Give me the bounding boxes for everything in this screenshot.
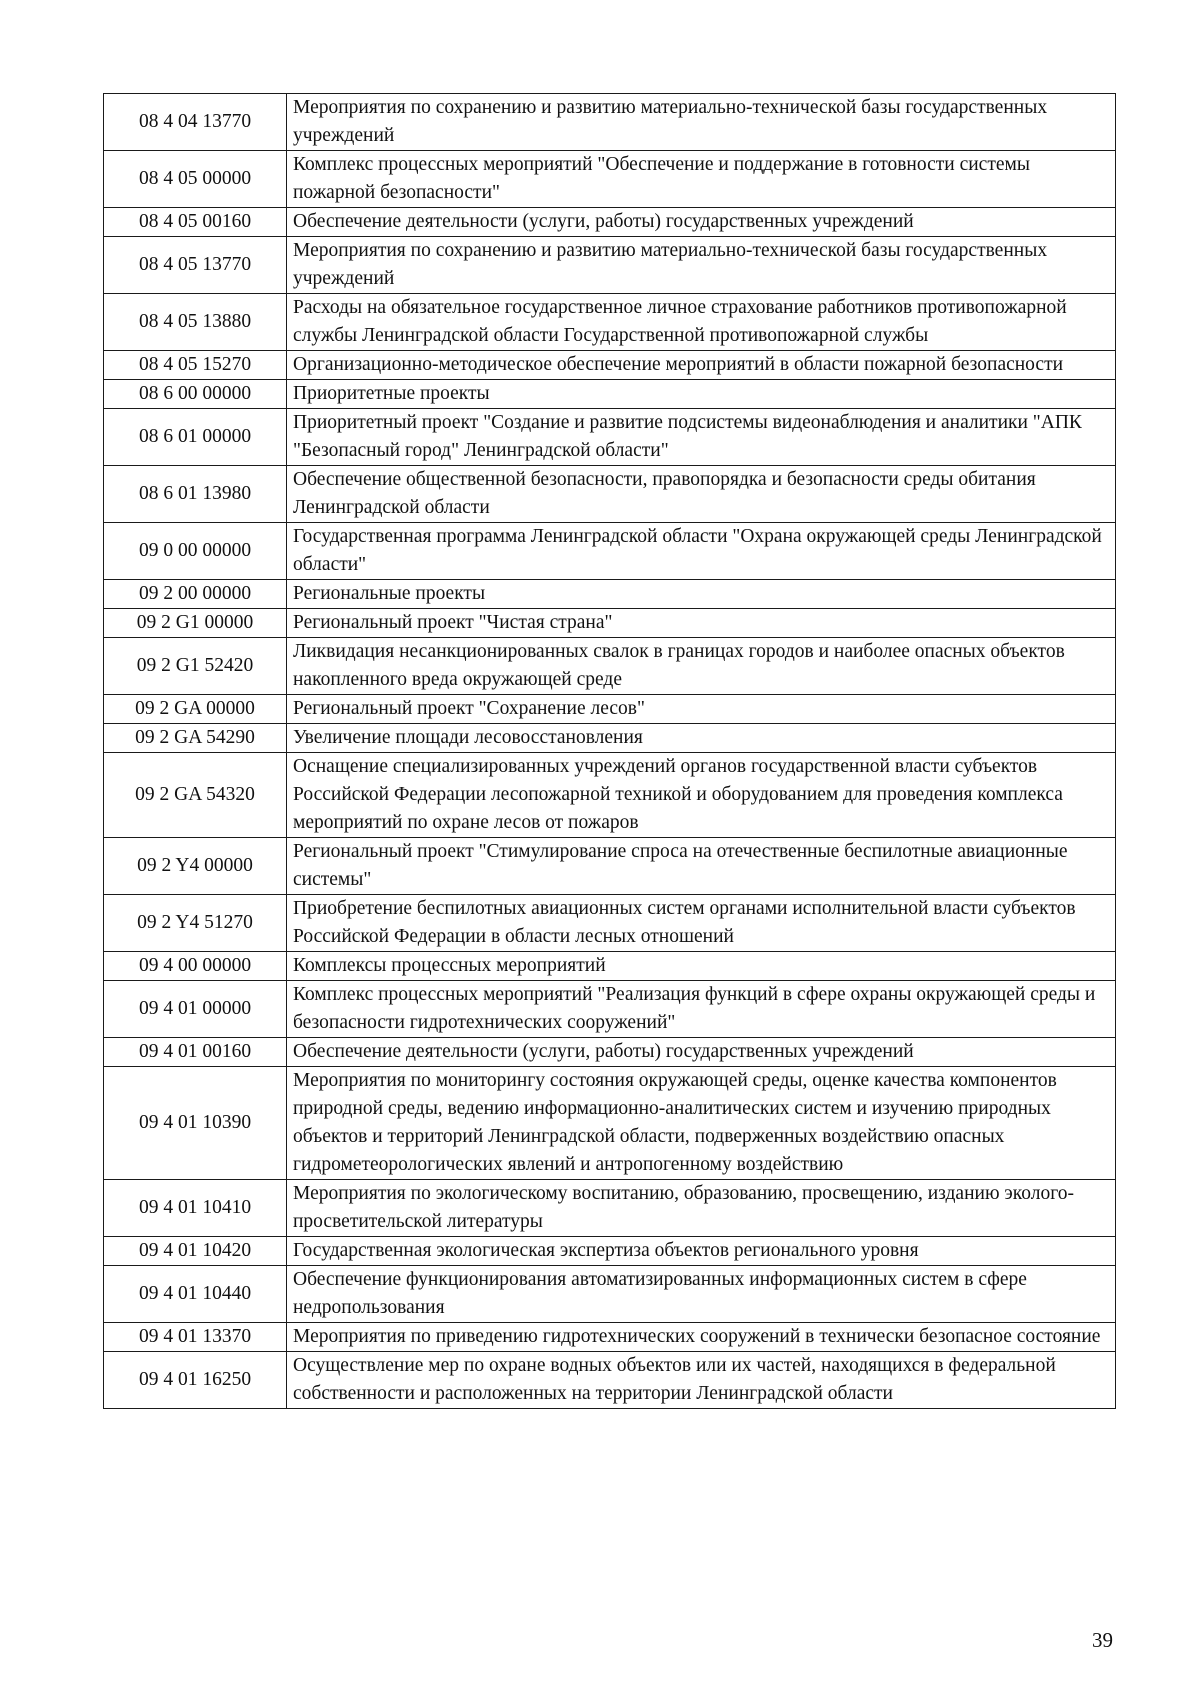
row-name: Региональные проекты [287, 580, 1116, 609]
table-row [104, 981, 1116, 1038]
row-name: Приоритетные проекты [287, 380, 1116, 409]
row-code: 08 6 01 00000 [104, 409, 287, 466]
row-name: Мероприятия по экологическому воспитанию, образованию, просвещению, изданию эколого-просветительской литературы [287, 1180, 1116, 1237]
row-code: 09 4 01 10410 [104, 1180, 287, 1237]
row-code: 09 0 00 00000 [104, 523, 287, 580]
row-code: 09 2 GA 54290 [104, 724, 287, 753]
table-row [104, 838, 1116, 895]
row-code: 08 4 05 15270 [104, 351, 287, 380]
row-name: Обеспечение функционирования автоматизированных информационных систем в сфере недропользования [287, 1266, 1116, 1323]
row-name: Обеспечение деятельности (услуги, работы) государственных учреждений [287, 1038, 1116, 1067]
row-code: 09 4 01 00160 [104, 1038, 287, 1067]
row-name: Региональный проект "Сохранение лесов" [287, 695, 1116, 724]
page-number: 39 [1092, 1628, 1113, 1652]
row-name: Обеспечение общественной безопасности, правопорядка и безопасности среды обитания Ленинградской области [287, 466, 1116, 523]
table-row [104, 94, 1116, 151]
table-row [104, 380, 1116, 409]
row-name: Комплекс процессных мероприятий "Обеспечение и поддержание в готовности системы пожарной безопасности" [287, 151, 1116, 208]
row-name: Осуществление мер по охране водных объектов или их частей, находящихся в федеральной собственности и расположенных на территории Ленинградской области [287, 1352, 1116, 1409]
row-name: Мероприятия по сохранению и развитию материально-технической базы государственных учреждений [287, 94, 1116, 151]
row-name: Мероприятия по приведению гидротехнических сооружений в технически безопасное состояние [287, 1323, 1116, 1352]
table-row [104, 1323, 1116, 1352]
table-row [104, 695, 1116, 724]
row-code: 09 2 Y4 51270 [104, 895, 287, 952]
row-code: 08 4 05 00160 [104, 208, 287, 237]
table-row [104, 1180, 1116, 1237]
table-row [104, 609, 1116, 638]
row-name: Организационно-методическое обеспечение мероприятий в области пожарной безопасности [287, 351, 1116, 380]
row-code: 08 4 04 13770 [104, 94, 287, 151]
table-row [104, 1067, 1116, 1180]
table-row [104, 294, 1116, 351]
table-row [104, 151, 1116, 208]
row-code: 08 4 05 13880 [104, 294, 287, 351]
table-body [104, 94, 1116, 1409]
row-name: Комплексы процессных мероприятий [287, 952, 1116, 981]
row-code: 09 2 00 00000 [104, 580, 287, 609]
row-code: 08 4 05 00000 [104, 151, 287, 208]
row-name: Увеличение площади лесовосстановления [287, 724, 1116, 753]
row-name: Мероприятия по мониторингу состояния окружающей среды, оценке качества компонентов природной среды, ведению информационно-аналитических систем и изучению природных объектов и территорий Ленинградской области, подверженных воздействию опасных гидрометеорологических явлений и антропогенному воздействию [287, 1067, 1116, 1180]
row-name: Государственная программа Ленинградской области "Охрана окружающей среды Ленинградской области" [287, 523, 1116, 580]
row-name: Мероприятия по сохранению и развитию материально-технической базы государственных учреждений [287, 237, 1116, 294]
row-code: 09 4 01 13370 [104, 1323, 287, 1352]
row-code: 09 2 G1 00000 [104, 609, 287, 638]
row-name: Приобретение беспилотных авиационных систем органами исполнительной власти субъектов Российской Федерации в области лесных отношений [287, 895, 1116, 952]
table-row [104, 351, 1116, 380]
table-row [104, 952, 1116, 981]
table-row [104, 1237, 1116, 1266]
row-name: Расходы на обязательное государственное личное страхование работников противопожарной службы Ленинградской области Государственной противопожарной службы [287, 294, 1116, 351]
row-code: 09 4 01 00000 [104, 981, 287, 1038]
row-code: 09 2 G1 52420 [104, 638, 287, 695]
row-name: Обеспечение деятельности (услуги, работы) государственных учреждений [287, 208, 1116, 237]
table-row [104, 466, 1116, 523]
table-row [104, 237, 1116, 294]
row-code: 08 6 01 13980 [104, 466, 287, 523]
table-row [104, 1266, 1116, 1323]
table-row [104, 409, 1116, 466]
table-row [104, 1038, 1116, 1067]
table-row [104, 1352, 1116, 1409]
table-row [104, 895, 1116, 952]
row-code: 09 2 GA 00000 [104, 695, 287, 724]
budget-classification-table [103, 93, 1116, 1409]
row-name: Комплекс процессных мероприятий "Реализация функций в сфере охраны окружающей среды и безопасности гидротехнических сооружений" [287, 981, 1116, 1038]
row-name: Приоритетный проект "Создание и развитие подсистемы видеонаблюдения и аналитики "АПК "Безопасный город" Ленинградской области" [287, 409, 1116, 466]
row-code: 09 4 01 16250 [104, 1352, 287, 1409]
row-code: 09 2 Y4 00000 [104, 838, 287, 895]
row-code: 09 4 00 00000 [104, 952, 287, 981]
row-name: Региональный проект "Стимулирование спроса на отечественные беспилотные авиационные системы" [287, 838, 1116, 895]
row-code: 09 4 01 10420 [104, 1237, 287, 1266]
table-row [104, 753, 1116, 838]
row-name: Региональный проект "Чистая страна" [287, 609, 1116, 638]
table-row [104, 724, 1116, 753]
row-code: 09 4 01 10390 [104, 1067, 287, 1180]
row-code: 09 4 01 10440 [104, 1266, 287, 1323]
row-name: Оснащение специализированных учреждений органов государственной власти субъектов Российской Федерации лесопожарной техникой и оборудованием для проведения комплекса мероприятий по охране лесов от пожаров [287, 753, 1116, 838]
row-name: Государственная экологическая экспертиза объектов регионального уровня [287, 1237, 1116, 1266]
table-row [104, 580, 1116, 609]
row-code: 09 2 GA 54320 [104, 753, 287, 838]
table-row [104, 523, 1116, 580]
table-row [104, 208, 1116, 237]
row-code: 08 6 00 00000 [104, 380, 287, 409]
row-name: Ликвидация несанкционированных свалок в границах городов и наиболее опасных объектов накопленного вреда окружающей среде [287, 638, 1116, 695]
table-row [104, 638, 1116, 695]
row-code: 08 4 05 13770 [104, 237, 287, 294]
